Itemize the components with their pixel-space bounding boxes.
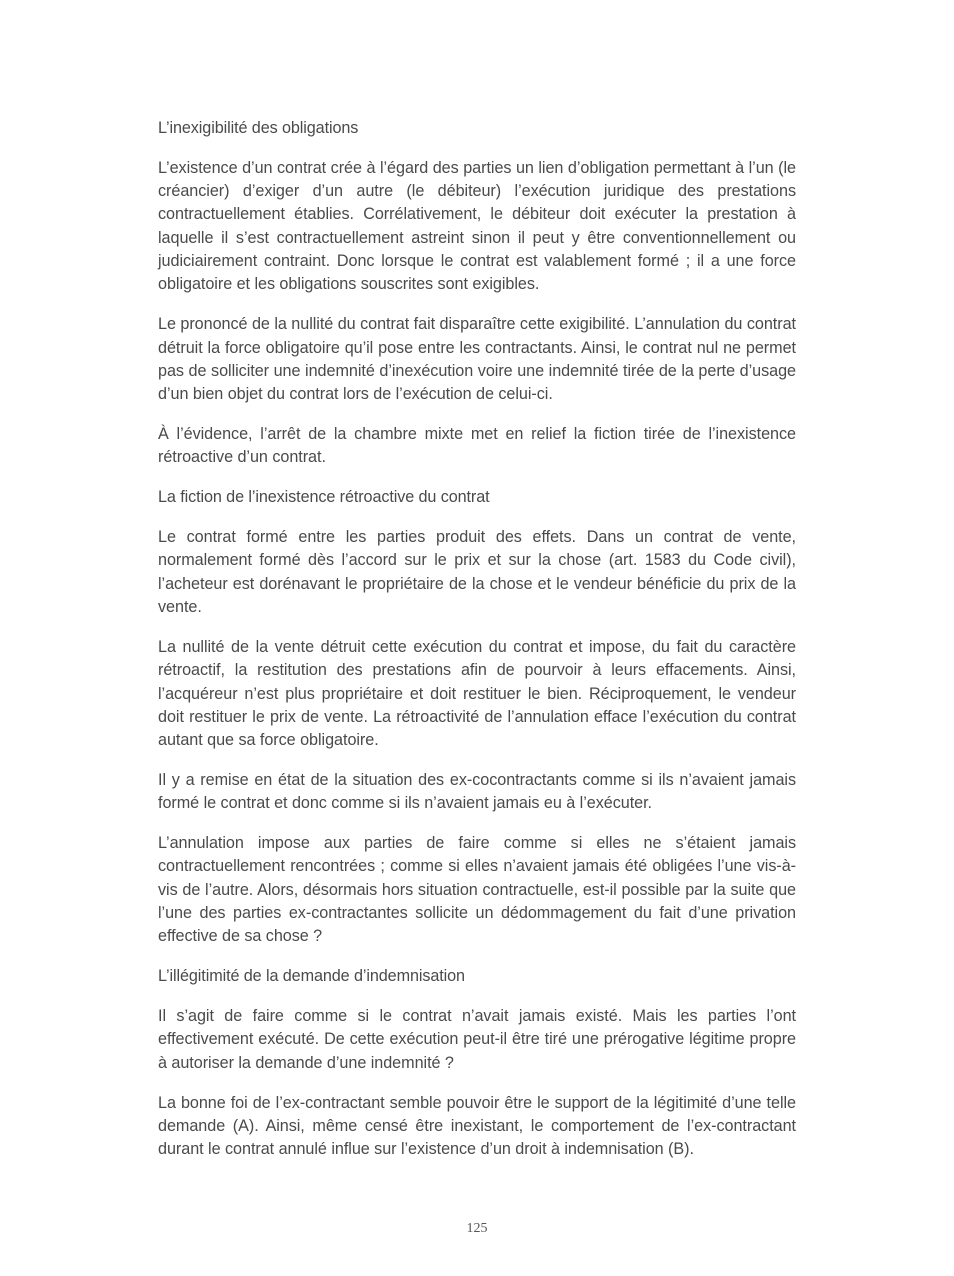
page-number: 125 <box>466 1221 488 1236</box>
section-heading-illegitimite: L’illégitimité de la demande d’indemnisation <box>158 967 465 986</box>
paragraph: Le contrat formé entre les parties produit des effets. Dans un contrat de vente, normalement formé dès l’accord sur le prix et sur la chose (art. 1583 du Code civil), l’acheteur est dorénavant le propriétaire de la chose et le vendeur bénéficie du prix de la vente. <box>158 528 796 617</box>
paragraph: La nullité de la vente détruit cette exécution du contrat et impose, du fait du caractère rétroactif, la restitution des prestations afin de pourvoir à leurs effacements. Ainsi, l’acquéreur n’est plus propriétaire et doit restituer le bien. Réciproquement, le vendeur doit restituer le prix de vente. La rétroactivité de l’annulation efface l’exécution du contrat autant que sa force obligatoire. <box>158 637 796 750</box>
section-heading-inexigibilite: L’inexigibilité des obligations <box>158 119 359 137</box>
paragraph: La bonne foi de l’ex-contractant semble pouvoir être le support de la légitimité d’une telle demande (A). Ainsi, même censé être inexistant, le comportement de l’ex-contractant durant le contrat annulé influe sur l’existence d’un droit à indemnisation (B). <box>158 1093 796 1159</box>
document-body <box>158 117 796 1178</box>
paragraph: Le prononcé de la nullité du contrat fait disparaître cette exigibilité. L’annulation du contrat détruit la force obligatoire qu’il pose entre les contractants. Ainsi, le contrat nul ne permet pas de solliciter une indemnité d’inexécution voire une indemnité tirée de la perte d’usage d’un bien objet du contrat lors de l’exécution de celui-ci. <box>158 315 796 404</box>
paragraph: Il y a remise en état de la situation des ex-cocontractants comme si ils n’avaient jamais formé le contrat et donc comme si ils n’avaient jamais eu à l’exécuter. <box>158 770 796 813</box>
paragraph: À l’évidence, l’arrêt de la chambre mixte met en relief la fiction tirée de l’inexistence rétroactive d’un contrat. <box>158 425 796 467</box>
section-heading-fiction: La fiction de l’inexistence rétroactive du contrat <box>158 488 490 507</box>
paragraph: L’existence d’un contrat crée à l’égard des parties un lien d’obligation permettant à l’un (le créancier) d’exiger d’un autre (le débiteur) l’exécution juridique des prestations contractuellement établies. Corrélativement, le débiteur doit exécuter la prestation à laquelle il s’est contractuellement astreint sinon il peut y être conventionnellement ou judiciairement contraint. Donc lorsque le contrat est valablement formé ; il a une force obligatoire et les obligations souscrites sont exigibles. <box>158 158 796 294</box>
paragraph: L’annulation impose aux parties de faire comme si elles ne s’étaient jamais contractuellement rencontrées ; comme si elles n’avaient jamais été obligées l’une vis-à-vis de l’autre. Alors, désormais hors situation contractuelle, est-il possible par la suite que l’une des parties ex-contractantes sollicite un dédommagement du fait d’une privation effective de sa chose ? <box>158 834 796 946</box>
paragraph: Il s’agit de faire comme si le contrat n’avait jamais existé. Mais les parties l’ont effectivement exécuté. De cette exécution peut-il être tiré une prérogative légitime propre à autoriser la demande d’une indemnité ? <box>158 1007 796 1072</box>
